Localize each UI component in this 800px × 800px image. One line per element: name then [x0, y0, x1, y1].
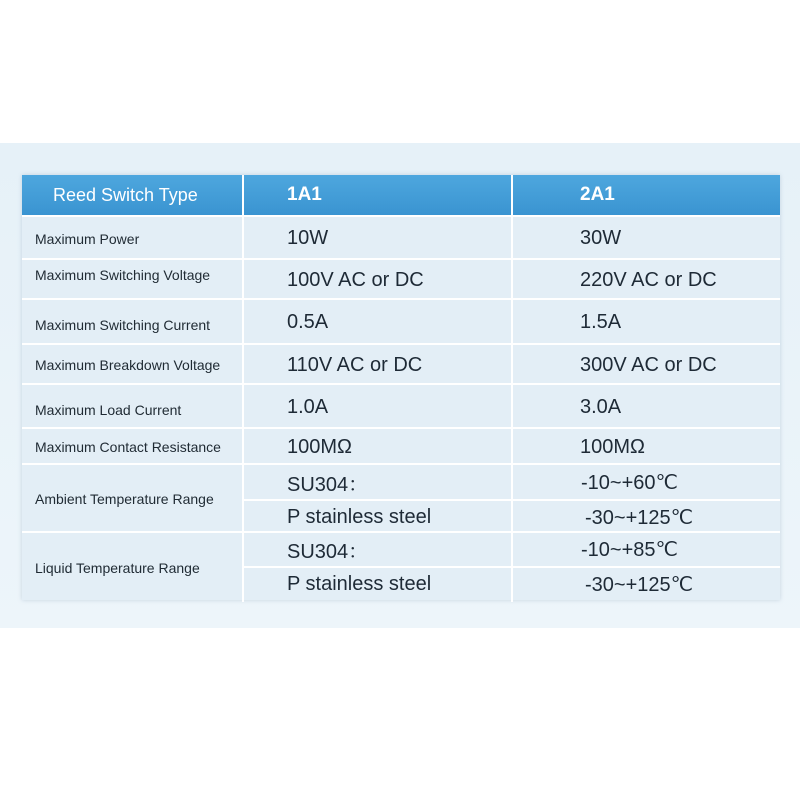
table-row: [22, 258, 780, 300]
liquid-ranges: [513, 533, 780, 602]
table-row: [22, 383, 780, 429]
table-row: [22, 215, 780, 260]
value-1a1: 110V AC or DC: [244, 345, 513, 385]
ambient-temperature-label: Ambient Temperature Range: [22, 465, 244, 533]
ambient-materials: [244, 465, 513, 533]
ambient-range-2: -30~+125℃: [513, 499, 780, 533]
row-label: Maximum Switching Voltage: [22, 260, 244, 300]
liquid-material-2: P stainless steel: [244, 566, 511, 600]
row-label: Maximum Contact Resistance: [22, 429, 244, 465]
table-row: [22, 343, 780, 385]
value-2a1: 100MΩ: [580, 435, 645, 458]
value-1a1: 1.0A: [244, 385, 513, 429]
table-header: [22, 175, 780, 215]
row-label: Maximum Breakdown Voltage: [22, 345, 244, 385]
row-label: Maximum Load Current: [22, 385, 244, 429]
value-2a1: 1.5A: [580, 311, 622, 333]
value-1a1: 100V AC or DC: [244, 260, 513, 300]
liquid-temperature-label: Liquid Temperature Range: [22, 533, 244, 602]
value-2a1: 3.0A: [580, 395, 622, 418]
liquid-material-1: SU304：: [287, 541, 369, 563]
header-col-1a1: 1A1: [244, 175, 513, 215]
liquid-temperature-row: [22, 531, 780, 602]
value-2a1: 30W: [580, 227, 622, 249]
table-row: [22, 427, 780, 465]
header-col-2a1: 2A1: [580, 184, 615, 205]
table-row: [22, 298, 780, 345]
ambient-range-1: -10~+60℃: [581, 471, 678, 494]
row-label: Maximum Power: [22, 217, 244, 260]
ambient-material-2: P stainless steel: [244, 499, 511, 533]
ambient-temperature-row: [22, 463, 780, 533]
value-2a1: 220V AC or DC: [580, 268, 717, 291]
value-1a1: 0.5A: [244, 300, 513, 345]
header-type-label: Reed Switch Type: [22, 175, 244, 215]
value-2a1: 300V AC or DC: [580, 353, 717, 376]
ambient-ranges: [513, 465, 780, 533]
value-1a1: 10W: [244, 217, 513, 260]
spec-table: [22, 175, 780, 600]
liquid-range-1: -10~+85℃: [581, 539, 678, 561]
liquid-range-2: -30~+125℃: [513, 566, 780, 600]
ambient-material-1: SU304：: [287, 473, 369, 496]
value-1a1: 100MΩ: [244, 429, 513, 465]
row-label: Maximum Switching Current: [22, 300, 244, 345]
liquid-materials: [244, 533, 513, 602]
